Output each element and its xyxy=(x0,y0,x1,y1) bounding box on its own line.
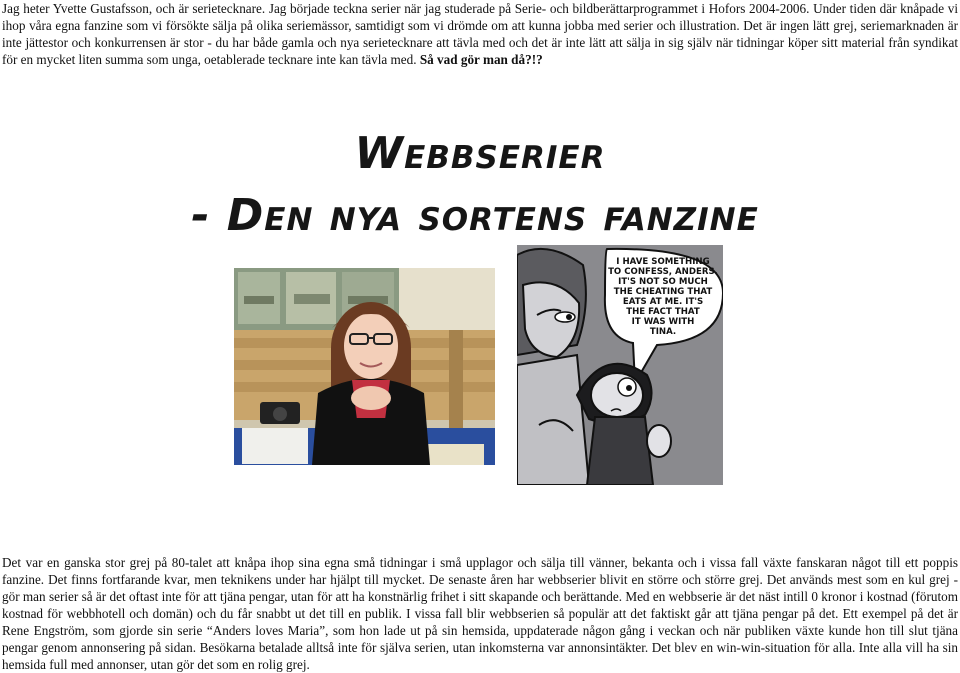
intro-question: Så vad gör man då?!? xyxy=(419,52,543,67)
intro-text: Jag heter Yvette Gustafsson, och är serietecknare. Jag började teckna serier när jag studerade på Serie- och bildberättarprogrammet i Hofors 2004-2006. Under tiden där knåpade vi ihop våra egna fanzine som vi försökte sälja på olika seriemässor, samtidigt som vi drömde om att kunna jobba med serier och illustration. Det är ingen lätt grej, seriemarknaden är inte jättestor och konkurrensen är stor - du har både gamla och nya serietecknare att tävla med och det är inte lätt att sälja in sig själv när tidningar köper sitt material från syndikat för en mycket liten summa som unga, oetablerade tecknare inte kan tävla med. xyxy=(2,1,958,67)
balloon-line-3: IT'S NOT SO MUCH xyxy=(618,277,708,287)
title-line-2: - Den nya sortens fanzine xyxy=(191,190,759,241)
balloon-line-2: TO CONFESS, ANDERS. xyxy=(608,267,718,277)
balloon-line-5: EATS AT ME. IT'S xyxy=(622,297,704,307)
balloon-line-7: IT WAS WITH xyxy=(631,317,695,327)
balloon-line-8: TINA. xyxy=(649,327,677,337)
balloon-line-4: THE CHEATING THAT xyxy=(613,287,713,297)
title-line-1: Webbserier xyxy=(354,128,606,179)
outro-paragraph: Det var en ganska stor grej på 80-talet att knåpa ihop sina egna små tidningar i små upplagor och sälja till vänner, bekanta och i vissa fall växte fanskaran något till ett poppis fanzine. Det finns fortfarande kvar, men teknikens under har hjälpt till mycket. De senaste åren har webbserier blivit en större och större grej. Det används mest som en kul grej - gör man serier så är det oftast inte för att tjäna pengar, utan för att ha konstnärlig frihet i sitt skapande och berättande. Med en webbserie är det näst intill 0 kronor i kostnad (förutom kostnad för webbhotell och domän) och du får snabbt ut det till en publik. I vissa fall blir webbserien så populär att det faktiskt går att tjäna pengar på det. Ett exempel på det är Rene Engström, som gjorde sin serie “Anders loves Maria”, som hon lade ut på sin hemsida, uppdaterade någon gång i veckan och när publiken växte kunde hon till slut tjäna pengar genom annonsering på sidan. Besökarna betalade alltså inte för själva serien, utan inkomsterna var annonsintäkter. Det blev en win-win-situation för alla. Inte alla vill ha sin hemsida full med annonser, utan gör det som en rolig grej. xyxy=(2,555,958,672)
intro-paragraph xyxy=(2,0,958,68)
comic-panel xyxy=(517,245,723,485)
balloon-line-1: I HAVE SOMETHING xyxy=(616,257,710,267)
article-title xyxy=(0,130,960,240)
author-photo xyxy=(234,268,495,465)
balloon-line-6: THE FACT THAT xyxy=(626,307,700,317)
